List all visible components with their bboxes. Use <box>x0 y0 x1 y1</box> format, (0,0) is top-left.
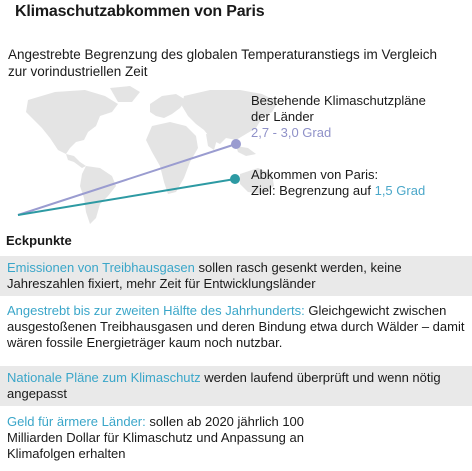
point-item <box>0 410 472 468</box>
point-text: sollen ab 2020 jährlich 100 Milliarden Dollar für Klimaschutz und Anpassung an Klimafolgen erhalten <box>7 414 305 461</box>
point-text: sollen rasch gesenkt werden, keine Jahreszahlen fixiert, mehr Zeit für Entwicklungsländer <box>7 260 402 291</box>
point-lead: Emissionen von Treibhausgasen <box>7 260 195 275</box>
annotation-paris-line2 <box>251 183 425 199</box>
subtitle: Angestrebte Begrenzung des globalen Temperaturanstiegs im Vergleich zur vorindustriellen Zeit <box>8 47 438 79</box>
point-text: Gleichgewicht zwischen ausgestoßenen Treibhausgasen und deren Bindung etwa durch Wälder – damit wären fossile Energieträger kaum noch nutzbar. <box>7 303 465 350</box>
point-item <box>0 366 472 406</box>
point-item <box>0 299 472 359</box>
annotation-paris <box>251 167 425 199</box>
annotation-existing-text: Bestehende Klimaschutzpläne der Länder <box>251 93 426 124</box>
annotation-paris-line1: Abkommen von Paris: <box>251 167 379 182</box>
paris-target-line <box>18 179 235 215</box>
section-heading: Eckpunkte <box>6 233 72 248</box>
point-lead: Angestrebt bis zur zweiten Hälfte des Jahrhunderts: <box>7 303 305 318</box>
existing-plans-dot <box>231 139 241 149</box>
point-lead: Geld für ärmere Länder: <box>7 414 146 429</box>
annotation-paris-value: 1,5 Grad <box>374 183 426 198</box>
existing-plans-line <box>18 144 236 215</box>
world-map-icon <box>26 86 278 224</box>
point-text: werden laufend überprüft und wenn nötig angepasst <box>7 370 441 401</box>
annotation-paris-prefix: Ziel: Begrenzung auf <box>251 183 371 198</box>
annotation-existing-plans <box>251 93 431 141</box>
annotation-existing-value: 2,7 - 3,0 Grad <box>251 125 332 140</box>
paris-target-dot <box>230 174 240 184</box>
point-item <box>0 256 472 296</box>
page-title: Klimaschutzabkommen von Paris <box>15 3 265 20</box>
point-lead: Nationale Pläne zum Klimaschutz <box>7 370 201 385</box>
